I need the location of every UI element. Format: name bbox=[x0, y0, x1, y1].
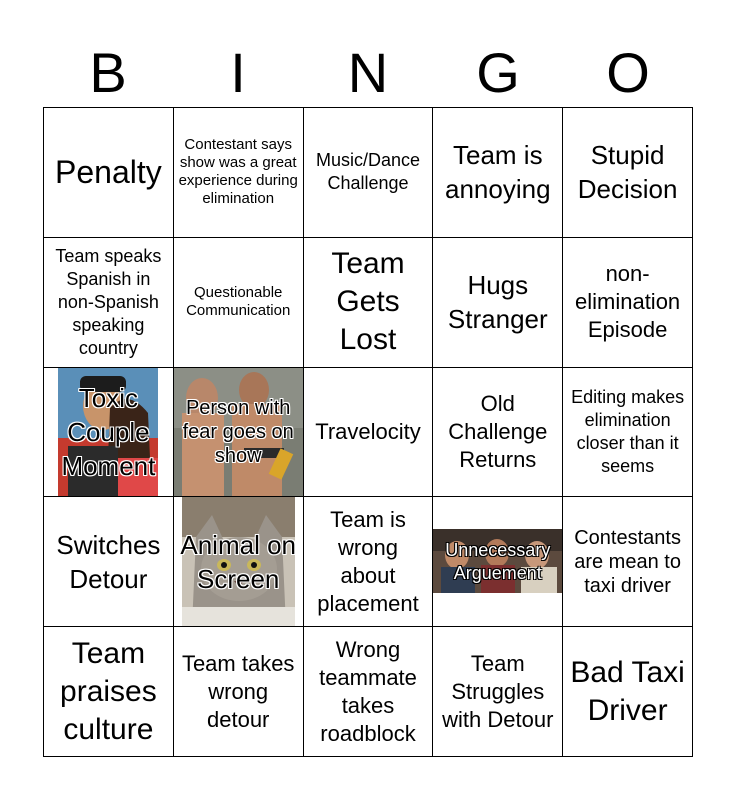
bingo-cell[interactable] bbox=[44, 368, 174, 498]
cell-label: Animal on Screen bbox=[180, 529, 296, 594]
bingo-cell[interactable] bbox=[304, 368, 434, 498]
cell-label: Team Struggles with Detour bbox=[442, 650, 554, 732]
header-letter-o: O bbox=[606, 41, 650, 104]
cell-label: Music/Dance Challenge bbox=[315, 150, 421, 194]
bingo-cell[interactable] bbox=[44, 627, 174, 757]
cell-label: Team Gets Lost bbox=[331, 247, 405, 357]
cell-label: Team takes wrong detour bbox=[181, 650, 295, 732]
cell-label: Bad Taxi Driver bbox=[570, 655, 685, 727]
bingo-cell[interactable] bbox=[44, 497, 174, 627]
header-letter-b: B bbox=[89, 41, 127, 104]
bingo-cell[interactable] bbox=[174, 627, 304, 757]
cell-label: Questionable Communication bbox=[186, 284, 291, 320]
cell-label: Toxic Couple Moment bbox=[61, 382, 156, 481]
bingo-cell[interactable] bbox=[433, 108, 563, 238]
bingo-header bbox=[43, 40, 693, 106]
bingo-cell[interactable] bbox=[563, 497, 693, 627]
bingo-cell[interactable] bbox=[563, 627, 693, 757]
cell-label: Switches Detour bbox=[56, 529, 161, 594]
cell-label: Wrong teammate takes roadblock bbox=[319, 636, 417, 746]
bingo-cell[interactable] bbox=[433, 238, 563, 368]
cell-label: Team is annoying bbox=[445, 140, 551, 205]
bingo-cell[interactable] bbox=[563, 238, 693, 368]
bingo-cell[interactable] bbox=[304, 627, 434, 757]
cell-label: Contestant says show was a great experience during elimination bbox=[178, 136, 298, 208]
header-letter-n: N bbox=[347, 41, 389, 104]
bingo-card-grid bbox=[43, 107, 693, 757]
bingo-cell[interactable] bbox=[304, 108, 434, 238]
cell-label: Team is wrong about placement bbox=[317, 506, 419, 616]
bingo-cell[interactable] bbox=[304, 497, 434, 627]
bingo-cell[interactable] bbox=[433, 368, 563, 498]
header-letter-g: G bbox=[476, 41, 520, 104]
cell-label: Team speaks Spanish in non-Spanish speaking country bbox=[55, 245, 162, 358]
cell-label: Unnecessary Arguement bbox=[445, 539, 551, 583]
cell-label: Stupid Decision bbox=[577, 140, 678, 205]
bingo-cell[interactable] bbox=[174, 108, 304, 238]
cell-label: Person with fear goes on show bbox=[182, 396, 294, 467]
header-letter-i: I bbox=[230, 41, 246, 104]
bingo-cell[interactable] bbox=[433, 497, 563, 627]
cell-label: non-elimination Episode bbox=[575, 261, 681, 343]
bingo-cell[interactable] bbox=[174, 497, 304, 627]
cell-label: Editing makes elimination closer than it seems bbox=[571, 386, 685, 476]
cell-label: Travelocity bbox=[315, 418, 421, 444]
bingo-cell[interactable] bbox=[174, 238, 304, 368]
bingo-cell[interactable] bbox=[44, 238, 174, 368]
bingo-cell[interactable] bbox=[563, 368, 693, 498]
cell-label: Hugs Stranger bbox=[447, 270, 548, 335]
cell-label: Team praises culture bbox=[60, 636, 157, 746]
cell-label: Old Challenge Returns bbox=[448, 390, 548, 472]
bingo-cell[interactable] bbox=[563, 108, 693, 238]
cell-label: Contestants are mean to taxi driver bbox=[574, 526, 681, 597]
bingo-cell[interactable] bbox=[304, 238, 434, 368]
cell-label: Penalty bbox=[55, 154, 162, 191]
bingo-cell[interactable] bbox=[44, 108, 174, 238]
bingo-cell[interactable] bbox=[433, 627, 563, 757]
bingo-cell[interactable] bbox=[174, 368, 304, 498]
